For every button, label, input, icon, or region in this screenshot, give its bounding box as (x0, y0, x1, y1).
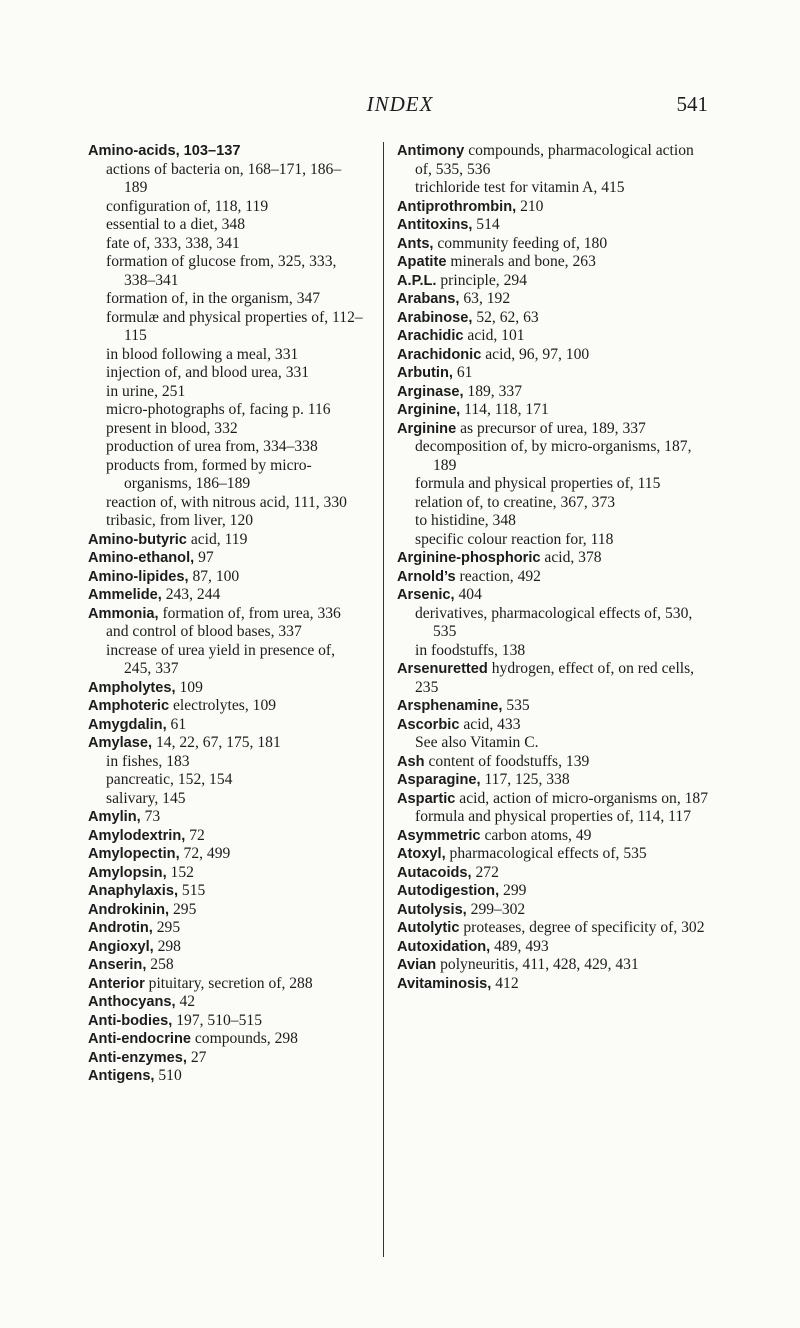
index-entry-references: 72 (185, 826, 205, 844)
index-entry-line (88, 808, 364, 827)
index-entry-heading: Avian (397, 957, 437, 973)
index-entry-line (397, 420, 709, 439)
index-entry-references: 61 (452, 364, 473, 381)
index-entry (397, 938, 709, 957)
index-entry-heading: Amylopectin, (88, 846, 180, 862)
index-entry-heading: Arabinose, (397, 309, 473, 326)
index-entry-heading: Asymmetric (397, 827, 481, 844)
index-entry-line (397, 327, 709, 346)
index-subentry: See also Vitamin C. (415, 734, 539, 751)
index-entry-heading: Amino-lipides, (88, 568, 189, 585)
index-entry (397, 845, 709, 864)
index-entry-line (88, 586, 364, 605)
index-entry-line (397, 956, 709, 975)
index-entry (88, 993, 364, 1012)
index-entry (88, 142, 364, 531)
index-subentry: trichloride test for vitamin A, 415 (415, 179, 625, 196)
index-entry-references: 61 (166, 715, 187, 733)
index-subentry: in fishes, 183 (106, 752, 190, 770)
index-entry-line (397, 216, 709, 235)
index-entry (397, 956, 709, 975)
index-subentry: derivatives, pharmacological effects of, 530, 535 (415, 604, 693, 640)
index-subentry: in blood following a meal, 331 (106, 345, 299, 363)
index-entry-line (397, 383, 709, 402)
index-entry-references: 489, 493 (490, 937, 549, 955)
index-entry-heading: Anserin, (88, 957, 147, 973)
index-entry (88, 1030, 364, 1049)
index-entry-line (397, 253, 709, 272)
index-entry-heading: Angioxyl, (88, 938, 154, 955)
index-entry-heading: Autacoids, (397, 864, 472, 881)
index-entry-references: carbon atoms, 49 (480, 826, 592, 844)
index-entry-references: electrolytes, 109 (169, 697, 277, 714)
index-entry-line (88, 882, 364, 901)
index-entry (397, 901, 709, 920)
index-entry-heading: Anthocyans, (88, 994, 176, 1010)
index-entry (88, 531, 364, 550)
index-entry-line (397, 290, 709, 309)
index-subentry: increase of urea yield in presence of, 245, 337 (106, 641, 336, 677)
index-entry (397, 327, 709, 346)
index-entry-line (397, 401, 709, 420)
index-entry-heading: Arabans, (397, 291, 460, 307)
running-title: INDEX (366, 92, 434, 116)
index-entry-references: 114, 118, 171 (460, 401, 549, 418)
index-entry-line (397, 586, 709, 605)
index-entry-heading: Amylopsin, (88, 864, 167, 881)
index-entry-heading: Amygdalin, (88, 716, 167, 733)
index-entry-heading: Anti-endocrine (88, 1031, 191, 1047)
index-entry-references: acid, 433 (459, 715, 521, 733)
index-entry-heading: Anaphylaxis, (88, 883, 179, 899)
index-entry-references: acid, 101 (463, 327, 525, 344)
index-entry (88, 956, 364, 975)
index-entry-references: hydrogen, effect of, on red cells, 235 (415, 660, 695, 696)
index-entry-heading: Arnold’s (397, 568, 456, 585)
index-entry (397, 568, 709, 587)
index-entry (397, 697, 709, 716)
index-entry-line (397, 549, 709, 568)
index-entry-heading: Autoxidation, (397, 938, 491, 955)
index-entry (88, 975, 364, 994)
index-entry-references: 404 (454, 586, 482, 603)
index-entry-heading: Amino-ethanol, (88, 550, 195, 566)
index-entry-references: 109 (175, 678, 203, 696)
index-entry (397, 364, 709, 383)
index-entry-line (397, 864, 709, 883)
index-entry (397, 790, 709, 827)
index-entry-line (88, 1012, 364, 1031)
index-entry-heading: Antitoxins, (397, 217, 473, 233)
index-entry-line (88, 697, 364, 716)
index-subentry: configuration of, 118, 119 (106, 197, 269, 215)
index-entry-references: acid, 96, 97, 100 (481, 345, 590, 363)
index-subentry: salivary, 145 (106, 789, 186, 807)
index-entry-references: 510 (154, 1067, 182, 1084)
index-entry (397, 198, 709, 217)
index-entry-line (88, 845, 364, 864)
index-entry-line (397, 716, 709, 735)
index-entry-line (397, 938, 709, 957)
index-entry-heading: Amino-acids, 103–137 (88, 143, 241, 159)
index-entry-line (397, 827, 709, 846)
index-entry-line (397, 568, 709, 587)
index-entry-references: 27 (186, 1048, 207, 1066)
index-entry-references: 298 (153, 937, 181, 955)
index-entry-heading: Amylodextrin, (88, 827, 186, 844)
index-entry-references: 63, 192 (459, 290, 511, 307)
index-entry-heading: Amino-butyric (88, 531, 187, 548)
index-subentry: products from, formed by micro-organisms, 186–189 (106, 456, 312, 492)
index-subentry: micro-photographs of, facing p. 116 (106, 401, 331, 418)
page-header (0, 92, 800, 118)
index-entry-references: compounds, pharmacological action of, 535, 536 (415, 142, 694, 178)
index-entry-heading: Arginine (397, 420, 457, 437)
index-entry-references: 535 (502, 697, 530, 714)
index-entry (88, 605, 364, 679)
index-entry-references: 272 (471, 863, 499, 881)
index-subentry: fate of, 333, 338, 341 (106, 234, 240, 252)
index-entry-heading: Avitaminosis, (397, 975, 492, 992)
index-entry-references: reaction, 492 (455, 567, 541, 585)
index-entry-references: 515 (178, 882, 206, 899)
index-entry-heading: Arachidonic (397, 346, 482, 363)
index-subentry: decomposition of, by micro-organisms, 187, 189 (415, 438, 692, 474)
index-entry-line (88, 531, 364, 550)
index-entry (397, 753, 709, 772)
index-entry (88, 845, 364, 864)
index-entry-references: proteases, degree of specificity of, 302 (459, 919, 705, 936)
index-subentry: formula and physical properties of, 114, 117 (415, 808, 691, 825)
index-subentry: and control of blood bases, 337 (106, 623, 302, 640)
index-entry-line (88, 679, 364, 698)
index-entry (88, 938, 364, 957)
index-entry (397, 660, 709, 697)
index-entry-references: 87, 100 (188, 567, 240, 585)
index-entry (397, 716, 709, 753)
index-entry (88, 586, 364, 605)
index-entry-line (88, 549, 364, 568)
index-entry-heading: Amylase, (88, 735, 153, 751)
index-entry (397, 346, 709, 365)
column-divider (383, 142, 384, 1257)
index-entry-heading: Arsphenamine, (397, 698, 503, 714)
index-entry-line (397, 660, 709, 697)
index-entry (88, 716, 364, 735)
index-entry (88, 734, 364, 808)
index-entry (397, 290, 709, 309)
index-entry-references: acid, 378 (540, 549, 602, 566)
index-entry (88, 882, 364, 901)
index-subentry: pancreatic, 152, 154 (106, 771, 233, 788)
index-entry (397, 882, 709, 901)
index-entry (88, 549, 364, 568)
index-entry-references: 152 (166, 863, 194, 881)
index-entry-references: 14, 22, 67, 175, 181 (152, 734, 281, 751)
index-entry (88, 864, 364, 883)
index-entry-heading: Autolysis, (397, 901, 467, 918)
index-entry-heading: Ammelide, (88, 587, 162, 603)
index-entry-line (397, 919, 709, 938)
index-entry-line (397, 364, 709, 383)
index-entry-references: 299–302 (466, 900, 526, 918)
index-entry-line (397, 901, 709, 920)
index-subentry: reaction of, with nitrous acid, 111, 330 (106, 493, 347, 511)
index-entry (88, 919, 364, 938)
index-entry (397, 272, 709, 291)
index-entry-line (88, 938, 364, 957)
index-entry-heading: Arginine, (397, 402, 461, 418)
index-entry-line (397, 845, 709, 864)
index-entry-references: principle, 294 (436, 271, 527, 289)
index-column-left (88, 142, 364, 1086)
index-subentry: tribasic, from liver, 120 (106, 512, 254, 529)
index-entry (397, 919, 709, 938)
index-entry (397, 309, 709, 328)
index-entry (397, 586, 709, 660)
index-entry (88, 568, 364, 587)
index-entry (397, 142, 709, 198)
index-entry-heading: Amylin, (88, 809, 141, 825)
index-entry-line (88, 827, 364, 846)
index-entry-references: 72, 499 (179, 845, 231, 862)
index-entry-references: 514 (472, 216, 500, 233)
index-entry-references: acid, action of micro-organisms on, 187 (455, 789, 709, 807)
index-subentry: present in blood, 332 (106, 419, 238, 437)
index-subentry: formation of glucose from, 325, 333, 338–341 (106, 253, 337, 289)
index-entry-line (88, 956, 364, 975)
index-entry (88, 697, 364, 716)
index-entry (397, 235, 709, 254)
index-entry-references: 197, 510–515 (172, 1011, 262, 1029)
index-entry-heading: Antiprothrombin, (397, 198, 517, 215)
index-entry (397, 401, 709, 420)
index-entry-line (88, 605, 364, 624)
index-entry (397, 864, 709, 883)
index-entry-references: content of foodstuffs, 139 (424, 752, 590, 770)
index-subentry: production of urea from, 334–338 (106, 438, 318, 455)
index-subentry: to histidine, 348 (415, 512, 516, 529)
index-entry-line (397, 346, 709, 365)
index-entry-line (88, 716, 364, 735)
index-entry-heading: Arachidic (397, 328, 464, 344)
index-entry-heading: Ascorbic (397, 716, 460, 733)
index-entry-line (397, 309, 709, 328)
index-entry-references: 73 (140, 808, 161, 825)
index-entry-references: 210 (516, 197, 544, 215)
index-entry-heading: Arbutin, (397, 365, 453, 381)
index-entry-line (88, 1049, 364, 1068)
index-subentry: in foodstuffs, 138 (415, 641, 526, 659)
index-entry (397, 420, 709, 550)
index-entry-heading: Arsenuretted (397, 661, 488, 677)
index-column-right (397, 142, 709, 993)
index-entry-line (397, 790, 709, 809)
index-entry-line (88, 568, 364, 587)
index-entry (88, 1067, 364, 1086)
index-entry-heading: Ants, (397, 235, 434, 252)
index-entry-references: 295 (169, 900, 197, 918)
index-entry-heading: Apatite (397, 254, 447, 270)
index-entry-line (397, 771, 709, 790)
index-entry-heading: Autolytic (397, 920, 460, 936)
index-entry-heading: Aspartic (397, 790, 456, 807)
index-entry-references: 42 (175, 993, 196, 1010)
index-entry (88, 901, 364, 920)
index-subentry: formula and physical properties of, 115 (415, 475, 661, 492)
index-entry-line (88, 1030, 364, 1049)
index-entry-references: community feeding of, 180 (433, 234, 608, 252)
index-subentry: formation of, in the organism, 347 (106, 290, 321, 307)
index-entry (397, 975, 709, 994)
index-entry-line (397, 975, 709, 994)
index-entry-line (88, 919, 364, 938)
index-entry-line (397, 882, 709, 901)
index-entry-line (88, 901, 364, 920)
index-entry-line (397, 753, 709, 772)
index-entry-heading: Ammonia, (88, 605, 159, 622)
index-entry-line (397, 272, 709, 291)
index-entry-heading: Arginine-phosphoric (397, 550, 541, 566)
index-entry-references: as precursor of urea, 189, 337 (456, 419, 646, 437)
index-entry-references: compounds, 298 (190, 1030, 298, 1047)
index-entry (397, 827, 709, 846)
index-entry-references: 295 (152, 919, 181, 936)
index-subentry: specific colour reaction for, 118 (415, 530, 614, 548)
index-entry-heading: Ampholytes, (88, 679, 176, 696)
index-entry-line (88, 975, 364, 994)
index-entry-line (88, 142, 364, 161)
index-entry-line (88, 864, 364, 883)
index-entry (397, 216, 709, 235)
index-entry-references: 189, 337 (463, 382, 522, 400)
index-entry (88, 827, 364, 846)
index-subentry: formulæ and physical properties of, 112–115 (106, 308, 363, 344)
index-entry-references: 117, 125, 338 (480, 771, 570, 788)
index-entry-heading: Autodigestion, (397, 883, 500, 899)
index-entry-references: 243, 244 (161, 586, 221, 603)
index-entry-heading: Androtin, (88, 920, 153, 936)
index-entry-references: 52, 62, 63 (472, 308, 539, 326)
index-entry-references: 412 (491, 974, 519, 992)
index-subentry: relation of, to creatine, 367, 373 (415, 493, 616, 511)
index-entry-references: 258 (146, 956, 174, 973)
index-entry-line (88, 993, 364, 1012)
index-entry-heading: Asparagine, (397, 772, 481, 788)
index-entry-references: pharmacological effects of, 535 (445, 845, 647, 862)
index-entry-line (397, 142, 709, 179)
index-entry-heading: Arsenic, (397, 587, 455, 603)
index-entry-heading: Anti-enzymes, (88, 1049, 187, 1066)
index-entry-references: minerals and bone, 263 (446, 253, 596, 270)
index-entry-line (88, 734, 364, 753)
page-number: 541 (676, 92, 708, 116)
index-entry-heading: Ash (397, 753, 425, 770)
index-entry-heading: Amphoteric (88, 698, 170, 714)
index-entry-references: 299 (499, 882, 527, 899)
index-entry-references: acid, 119 (186, 530, 248, 548)
index-entry-line (397, 235, 709, 254)
index-entry-line (397, 198, 709, 217)
index-entry (88, 679, 364, 698)
index-entry-line (397, 697, 709, 716)
index-entry-heading: Anterior (88, 975, 145, 992)
index-entry (397, 771, 709, 790)
index-entry-references: formation of, from urea, 336 (158, 604, 341, 622)
index-entry-heading: A.P.L. (397, 272, 437, 289)
index-entry-references: pituitary, secretion of, 288 (144, 974, 313, 992)
index-entry (88, 1012, 364, 1031)
index-entry-references: 97 (194, 549, 214, 566)
index-entry-heading: Anti-bodies, (88, 1012, 173, 1029)
index-entry (88, 808, 364, 827)
index-entry-heading: Antimony (397, 143, 465, 159)
index-entry-line (88, 1067, 364, 1086)
index-entry-heading: Androkinin, (88, 901, 170, 918)
index-entry-heading: Atoxyl, (397, 846, 446, 862)
index-entry (397, 253, 709, 272)
index-entry-heading: Arginase, (397, 383, 464, 400)
index-subentry: essential to a diet, 348 (106, 216, 246, 233)
index-entry (397, 383, 709, 402)
index-subentry: in urine, 251 (106, 382, 186, 400)
index-entry (397, 549, 709, 568)
index-entry (88, 1049, 364, 1068)
index-entry-references: polyneuritis, 411, 428, 429, 431 (436, 956, 639, 973)
index-subentry: actions of bacteria on, 168–171, 186–189 (106, 160, 342, 196)
index-subentry: injection of, and blood urea, 331 (106, 364, 310, 381)
index-entry-heading: Antigens, (88, 1068, 155, 1084)
